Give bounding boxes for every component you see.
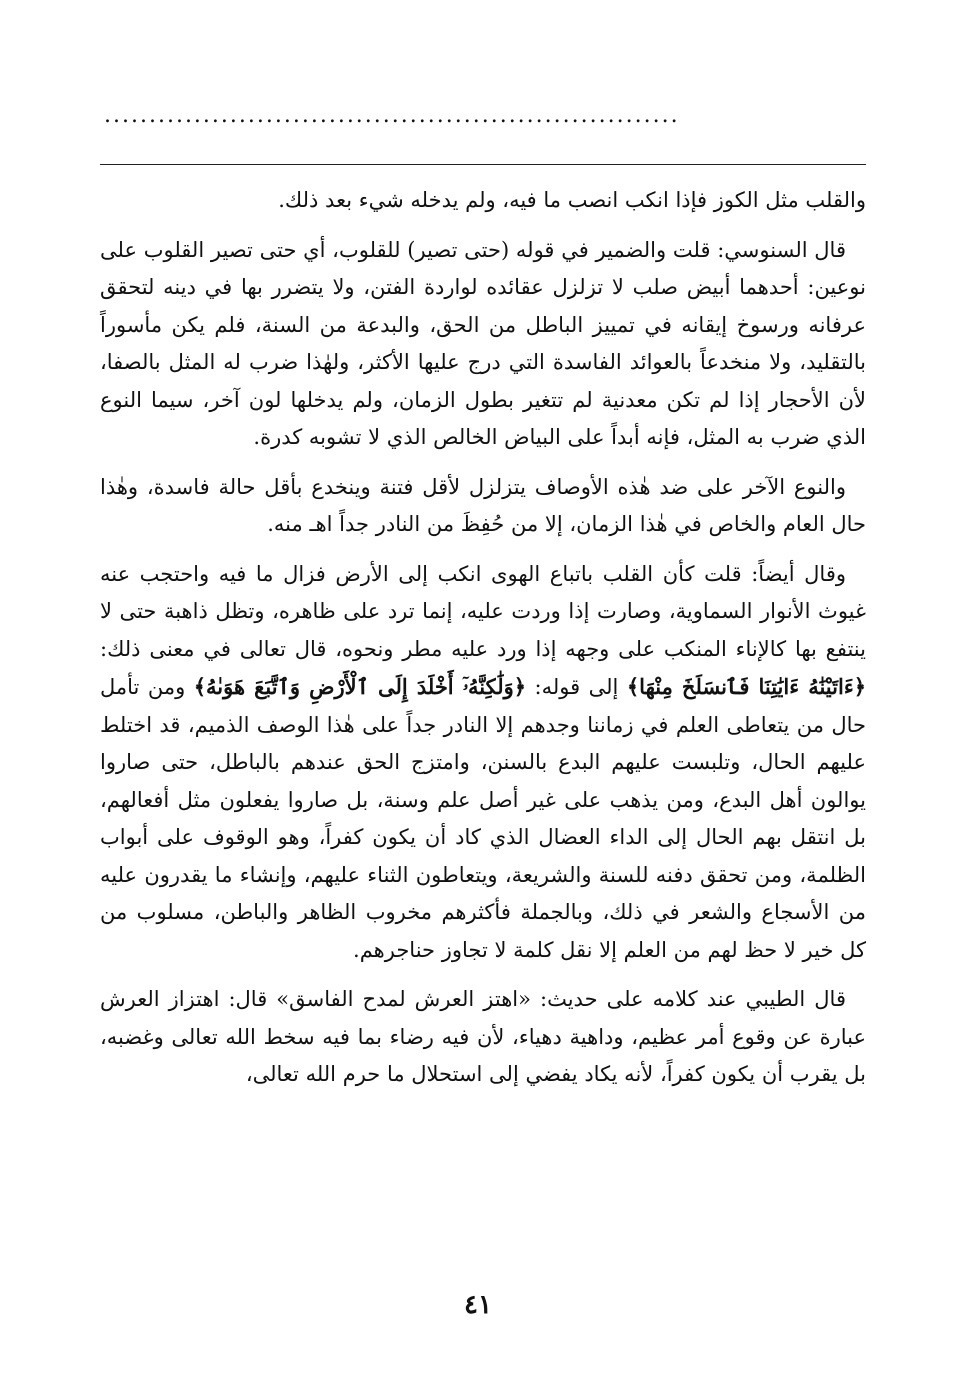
quran-verse-2: ﴿وَلَٰكِنَّهُۥٓ أَخْلَدَ إِلَى ٱلْأَرْضِ وَٱتَّبَعَ هَوَىٰهُ﴾ <box>193 674 527 699</box>
page-number: ٤١ <box>464 1290 492 1320</box>
paragraph-5: قال الطيبي عند كلامه على حديث: «اهتز العرش لمدح الفاسق» قال: اهتزاز العرش عبارة عن وقوع أمر عظيم، وداهية دهياء، لأن فيه رضاء بما فيه سخط الله تعالى وغضبه، بل يقرب أن يكون كفراً، لأنه يكاد يفضي إلى استحلال ما حرم الله تعالى، <box>100 987 866 1086</box>
paragraph-4-intro: وقال أيضاً: قلت كأن القلب باتباع الهوى انكب إلى الأرض فزال ما فيه واحتجب عنه غيوث الأنوار السماوية، وصارت إذا وردت عليه، إنما ترد على ظاهره، وتظل ذاهبة حتى لا ينتفع بها كالإناء المنكب على وجهه إذا ورد عليه مطر ونحوه، قال تعالى في معنى ذلك: <box>100 561 866 661</box>
footnote-rule <box>100 164 866 165</box>
dotted-separator: ................................................................ <box>104 104 680 128</box>
paragraph-4 <box>100 556 866 970</box>
paragraph-4-connector: إلى قوله: <box>534 675 619 699</box>
paragraph-2: قال السنوسي: قلت والضمير في قوله (حتى تصير) للقلوب، أي حتى تصير القلوب على نوعين: أحدهما أبيض صلب لا تزلزل عقائده لواردة الفتن، ولا يتضرر بها في دينه لتحقق عرفانه ورسوخ إيقانه في تمييز الباطل من الحق، والبدعة من السنة، فلم يكن مأسوراً بالتقليد، ولا منخدعاً بالعوائد الفاسدة التي درج عليها الأكثر، ولهٰذا ضرب له المثل بالصفا، لأن الأحجار إذا لم تكن معدنية لم تتغير بطول الزمان، ولم يدخلها لون آخر، سيما النوع الذي ضرب به المثل، فإنه أبداً على البياض الخالص الذي لا تشوبه كدرة. <box>100 237 866 449</box>
paragraph-3: والنوع الآخر على ضد هٰذه الأوصاف يتزلزل لأقل فتنة وينخدع بأقل حالة فاسدة، وهٰذا حال العام والخاص في هٰذا الزمان، إلا من حُفِظَ من النادر جداً اهـ منه. <box>100 474 866 536</box>
body-text <box>100 182 866 1106</box>
paragraph-4-body: ومن تأمل حال من يتعاطى العلم في زماننا وجدهم إلا النادر جداً على هٰذا الوصف الذميم، قد اختلط عليهم الحال، وتلبست عليهم البدع بالسنن، وامتزج الحق عندهم بالباطل، حتى صاروا يوالون أهل البدع، ومن يذهب على غير أصل علم وسنة، بل صاروا يفعلون مثل أفعالهم، بل انتقل بهم الحال إلى الداء العضال الذي كاد أن يكون كفراً، وهو الوقوف على أبواب الظلمة، ومن تحقق دفنه للسنة والشريعة، ويتعاطون الثناء عليهم، وإنشاء ما يقدرون عليه من الأسجاع والشعر في ذلك، وبالجملة فأكثرهم مخروب الظاهر والباطن، مسلوب من كل خير لا حظ لهم من العلم إلا نقل كلمة لا تجاوز حناجرهم. <box>100 675 866 962</box>
paragraph-1: والقلب مثل الكوز فإذا انكب انصب ما فيه، ولم يدخله شيء بعد ذلك. <box>278 188 866 212</box>
quran-verse-1: ﴿ءَاتَيْنَٰهُ ءَايَٰتِنَا فَٱنسَلَخَ مِنْهَا﴾ <box>626 674 867 699</box>
